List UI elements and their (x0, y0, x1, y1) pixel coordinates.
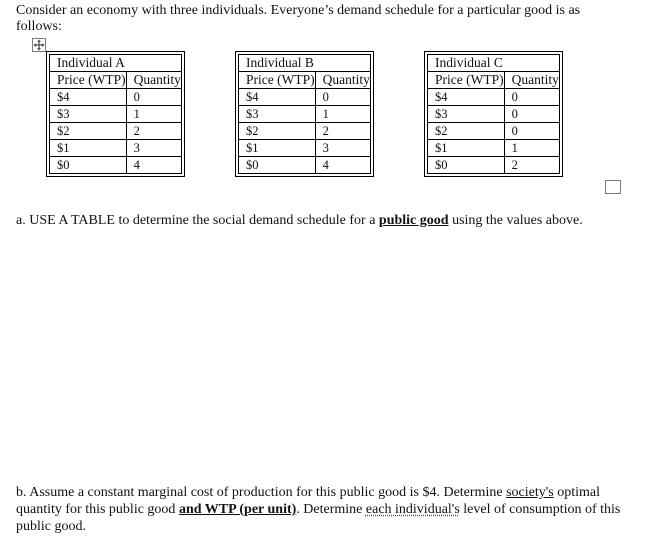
table-row (50, 106, 182, 123)
quantity-cell: 0 (504, 89, 559, 106)
quantity-cell: 2 (315, 123, 370, 140)
quantity-header: Quantity (315, 72, 370, 89)
price-cell: $1 (239, 140, 316, 157)
table-row (239, 123, 371, 140)
price-cell: $2 (239, 123, 316, 140)
question-b (16, 484, 636, 535)
question-b-text-4: level of consumption of this public good. (16, 502, 621, 534)
quantity-cell: 3 (315, 140, 370, 157)
price-cell: $1 (50, 140, 127, 157)
price-cell: $0 (50, 157, 127, 174)
quantity-cell: 0 (504, 123, 559, 140)
quantity-cell: 4 (315, 157, 370, 174)
quantity-header: Quantity (126, 72, 181, 89)
price-header: Price (WTP) (50, 72, 127, 89)
table-title: Individual C (428, 55, 560, 72)
question-a (16, 212, 636, 229)
price-cell: $0 (428, 157, 505, 174)
table-row (428, 106, 560, 123)
table-resize-icon[interactable] (605, 180, 621, 194)
question-b-text-3: . Determine (296, 502, 366, 517)
quantity-cell: 2 (126, 123, 181, 140)
table-row (50, 157, 182, 174)
public-good-emphasis: public good (378, 213, 449, 228)
question-a-text-end: using the values above. (448, 213, 583, 228)
price-cell: $3 (50, 106, 127, 123)
question-b-text-2: optimal quantity for this public good (16, 485, 600, 517)
table-row (428, 140, 560, 157)
quantity-cell: 2 (504, 157, 559, 174)
table-row (50, 140, 182, 157)
table-row (50, 123, 182, 140)
price-cell: $4 (50, 89, 127, 106)
question-a-text: a. USE A TABLE to determine the social demand schedule for a (16, 213, 379, 228)
table-row (239, 140, 371, 157)
table-row (50, 89, 182, 106)
quantity-cell: 1 (315, 106, 370, 123)
table-individual-a[interactable] (49, 54, 182, 174)
quantity-cell: 4 (126, 157, 181, 174)
price-cell: $2 (50, 123, 127, 140)
table-individual-c[interactable] (427, 54, 560, 174)
table-row (239, 157, 371, 174)
price-cell: $4 (428, 89, 505, 106)
quantity-cell: 0 (504, 106, 559, 123)
table-individual-b[interactable] (238, 54, 371, 174)
quantity-header: Quantity (504, 72, 559, 89)
societys-word: society's (506, 485, 554, 500)
table-row (428, 157, 560, 174)
table-row (239, 89, 371, 106)
question-b-text: b. Assume a constant marginal cost of production for this public good is $4. Determine (16, 485, 507, 500)
table-row (428, 89, 560, 106)
price-cell: $3 (428, 106, 505, 123)
quantity-cell: 0 (126, 89, 181, 106)
quantity-cell: 3 (126, 140, 181, 157)
table-row (239, 106, 371, 123)
table-title: Individual A (50, 55, 182, 72)
price-cell: $1 (428, 140, 505, 157)
table-move-handle[interactable] (32, 38, 46, 52)
table-row (428, 123, 560, 140)
each-individuals-word: each individual's (365, 502, 460, 517)
price-cell: $4 (239, 89, 316, 106)
price-cell: $2 (428, 123, 505, 140)
wtp-emphasis: and WTP (per unit) (178, 502, 297, 517)
intro-text: Consider an economy with three individuals. Everyone’s demand schedule for a particular good is as follows: (16, 3, 581, 34)
price-cell: $3 (239, 106, 316, 123)
quantity-cell: 1 (126, 106, 181, 123)
move-arrows-icon (33, 39, 45, 51)
quantity-cell: 1 (504, 140, 559, 157)
price-header: Price (WTP) (239, 72, 316, 89)
price-cell: $0 (239, 157, 316, 174)
table-title: Individual B (239, 55, 371, 72)
price-header: Price (WTP) (428, 72, 505, 89)
quantity-cell: 0 (315, 89, 370, 106)
